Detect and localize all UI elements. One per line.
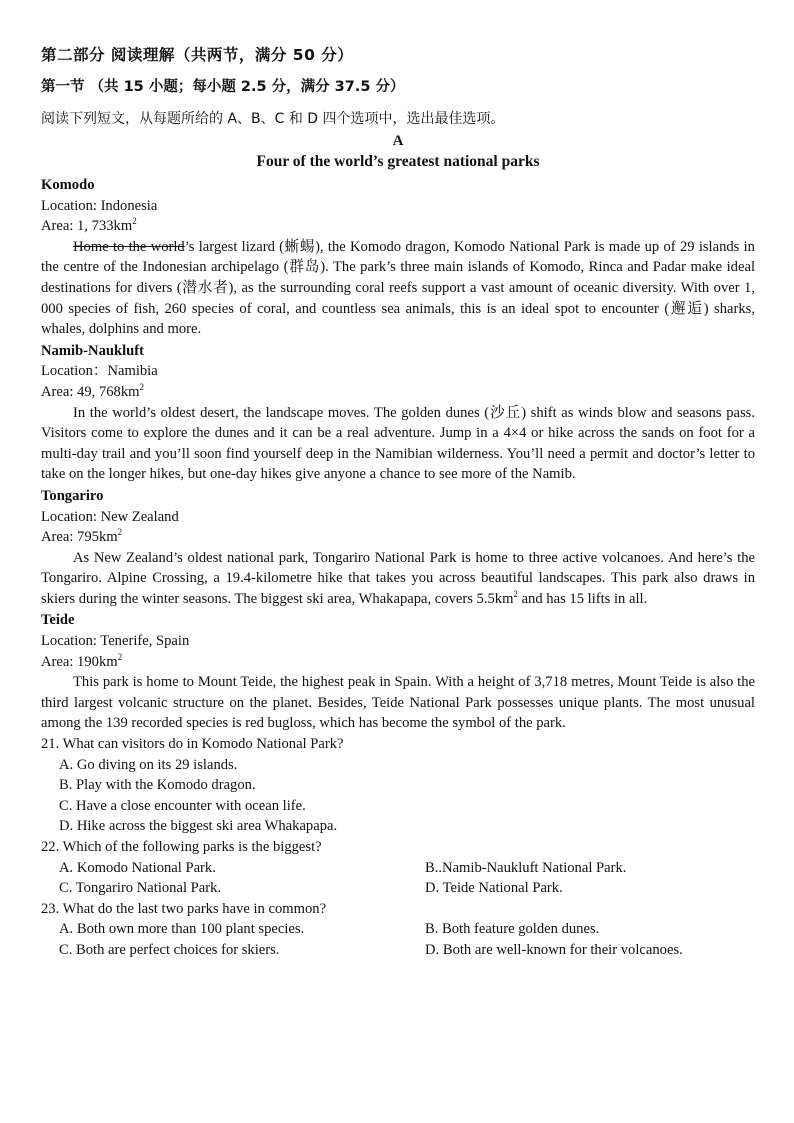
park-location: Location: New Zealand: [41, 508, 179, 525]
option-d[interactable]: D. Hike across the biggest ski area Whakapapa.: [59, 818, 338, 835]
option-a[interactable]: A. Both own more than 100 plant species.: [59, 921, 305, 938]
question-stem: 23. What do the last two parks have in common?: [41, 900, 327, 917]
struck-text: Home to the world: [73, 238, 185, 255]
park-area: Area: $795km^2$: [41, 527, 123, 546]
park-location: Location: Indonesia: [41, 197, 158, 214]
option-b[interactable]: B..Namib-Naukluft National Park.: [425, 859, 627, 876]
option-b[interactable]: B. Play with the Komodo dragon.: [59, 777, 256, 794]
option-d[interactable]: D. Both are well-known for their volcanoes.: [425, 941, 683, 958]
passage-label: A: [392, 133, 404, 149]
park-area: Area: 1, $733km^2$: [41, 216, 137, 235]
park-area: Area: 49, $768km^2$: [41, 381, 144, 400]
exam-page: [41, 44, 755, 961]
question-stem: 21. What can visitors do in Komodo National Park?: [41, 736, 344, 753]
park-area: Area: $190km^2$: [41, 651, 123, 670]
option-a[interactable]: A. Komodo National Park.: [59, 859, 216, 876]
passage-title: Four of the world’s greatest national parks: [256, 153, 540, 170]
park-komodo: [41, 175, 755, 340]
park-description: Home to the world’s largest lizard (蜥蜴), the Komodo dragon, Komodo National Park is made up of 29 islands in the centre of the Indonesian archipelago (群岛). The park’s three main islands of Komodo, Rinca and Padar make ideal destinations for divers (潜水者), as the surrounding coral reefs support a vast amount of oceanic diversity. With over 1, 000 species of fish, 260 species of coral, and countless sea animals, this is an ideal spot to encounter (邂逅) sharks, whales, dolphins and more.: [41, 238, 755, 338]
instructions: 阅读下列短文，从每题所给的 A、B、C 和 D 四个选项中，选出最佳选项。: [41, 111, 505, 127]
option-c[interactable]: C. Tongariro National Park.: [59, 880, 222, 897]
park-location: Location: Tenerife, Spain: [41, 633, 190, 650]
part-title: 第二部分 阅读理解（共两节，满分 50 分）: [41, 46, 354, 64]
park-tongariro: [41, 486, 755, 610]
section-title: 第一节 （共 15 小题；每小题 2.5 分，满分 37.5 分）: [41, 79, 405, 95]
park-name: Namib-Naukluft: [41, 342, 144, 359]
option-c[interactable]: C. Both are perfect choices for skiers.: [59, 941, 280, 958]
park-name: Teide: [41, 612, 75, 629]
park-location: Location：Namibia: [41, 363, 158, 380]
park-description: In the world’s oldest desert, the landscape moves. The golden dunes (沙丘) shift as winds blow and seasons pass. Visitors come to explore the dunes and it can be a real adventure. Jump in a 4×4 or hike across the sands on foot for a multi-day trail and you’ll soon find yourself deep in the Namibian wilderness. You’ll need a permit and doctor’s letter to take on the longer hikes, but one-day hikes give anyone a chance to see more of the Namib.: [41, 404, 755, 483]
option-c[interactable]: C. Have a close encounter with ocean life.: [59, 797, 306, 814]
question-stem: 22. Which of the following parks is the biggest?: [41, 839, 322, 855]
park-name: Tongariro: [41, 487, 104, 504]
option-d[interactable]: D. Teide National Park.: [425, 880, 563, 897]
question-22: [41, 837, 755, 899]
question-23: [41, 899, 755, 961]
park-name: Komodo: [41, 177, 95, 193]
park-description: This park is home to Mount Teide, the highest peak in Spain. With a height of 3,718 metres, Mount Teide is also the third largest volcanic structure on the planet. Besides, Teide National Park possesses unique plants. The most unusual among the 139 recorded species is red bugloss, which has become the symbol of the park.: [41, 674, 755, 732]
park-namib-naukluft: [41, 341, 755, 485]
option-a[interactable]: A. Go diving on its 29 islands.: [59, 756, 238, 773]
option-b[interactable]: B. Both feature golden dunes.: [425, 921, 600, 938]
question-21: [41, 734, 755, 837]
park-teide: [41, 610, 755, 734]
park-description: As New Zealand’s oldest national park, Tongariro National Park is home to three active volcanoes. And here’s the Tongariro. Alpine Crossing, a 19.4-kilometre hike that takes you across beautiful landscapes. This park also draws in skiers during the winter seasons. The biggest ski area, Whakapapa, covers $5.5km^2$ and has 15 lifts in all.: [41, 549, 755, 607]
